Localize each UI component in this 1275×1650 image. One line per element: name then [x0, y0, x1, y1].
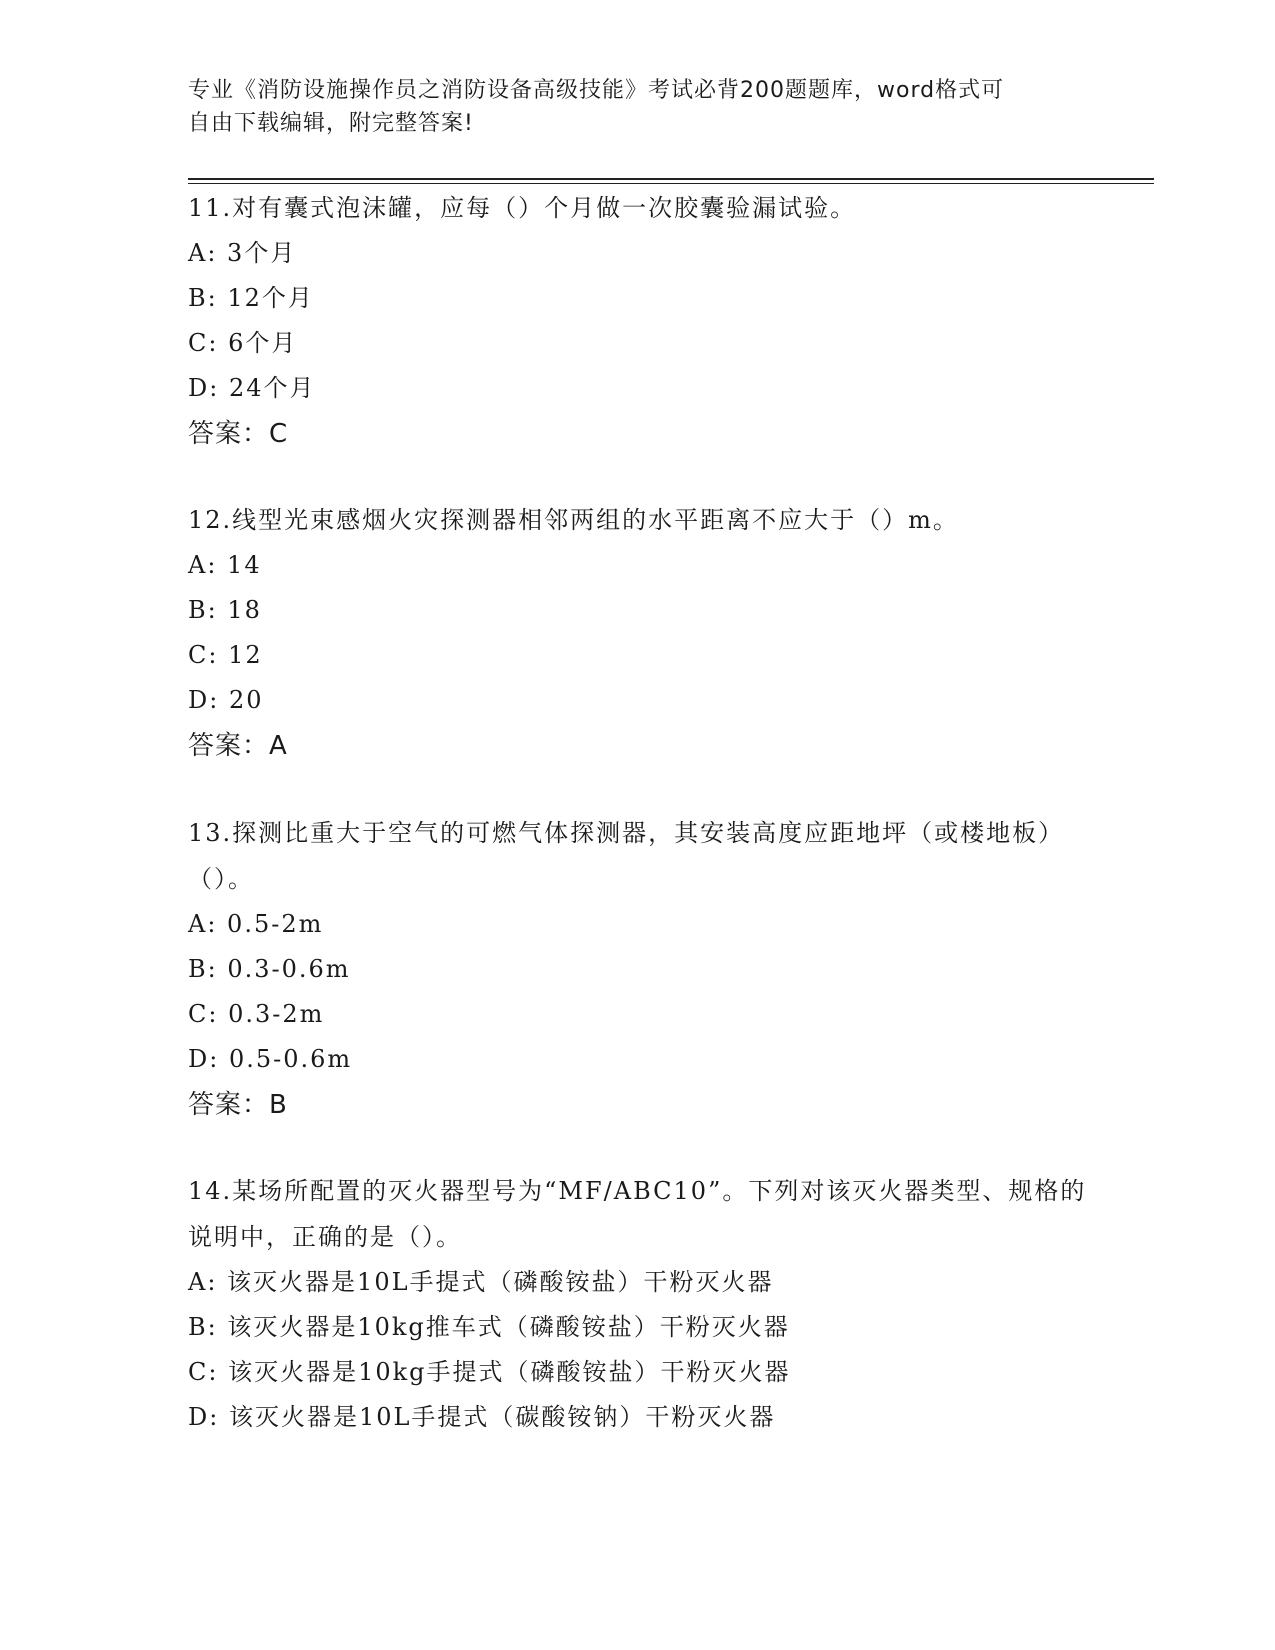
header-divider-thin: [188, 183, 1154, 184]
answer: 答案：C: [188, 419, 289, 449]
document-header: [188, 74, 1088, 140]
option-a: A: 3个月: [188, 239, 297, 267]
option-b: B: 0.3-0.6m: [188, 955, 351, 983]
option-d: D: 20: [188, 686, 264, 714]
option-d: D: 该灭火器是10L手提式（碳酸铵钠）干粉灭火器: [188, 1403, 776, 1431]
question-13: [188, 810, 1088, 1128]
question-stem: 12.线型光束感烟火灾探测器相邻两组的水平距离不应大于（）m。: [188, 506, 959, 534]
header-line-1: 专业《消防设施操作员之消防设备高级技能》考试必背200题题库，word格式可: [188, 78, 1005, 103]
question-14: [188, 1168, 1088, 1440]
question-11: [188, 186, 1088, 457]
question-stem: 11.对有囊式泡沫罐，应每（）个月做一次胶囊验漏试验。: [188, 194, 857, 222]
option-d: D: 24个月: [188, 374, 316, 402]
option-c: C: 6个月: [188, 329, 298, 357]
option-c: C: 0.3-2m: [188, 1000, 325, 1028]
option-b: B: 12个月: [188, 284, 314, 312]
answer: 答案：B: [188, 1090, 288, 1120]
option-b: B: 18: [188, 596, 262, 624]
option-b: B: 该灭火器是10kg推车式（磷酸铵盐）干粉灭火器: [188, 1313, 790, 1341]
question-stem: 13.探测比重大于空气的可燃气体探测器，其安装高度应距地坪（或楼地板）（）。: [188, 819, 1065, 893]
option-c: C: 12: [188, 641, 263, 669]
header-line-2: 自由下载编辑，附完整答案!: [188, 111, 474, 136]
question-stem: 14.某场所配置的灭火器型号为“MF/ABC10”。下列对该灭火器类型、规格的说明中，正确的是（）。: [188, 1177, 1087, 1251]
answer: 答案：A: [188, 731, 288, 761]
question-12: [188, 498, 1088, 769]
header-divider-thick: [188, 178, 1154, 180]
option-c: C: 该灭火器是10kg手提式（磷酸铵盐）干粉灭火器: [188, 1358, 791, 1386]
option-a: A: 0.5-2m: [188, 910, 324, 938]
option-d: D: 0.5-0.6m: [188, 1045, 353, 1073]
option-a: A: 该灭火器是10L手提式（磷酸铵盐）干粉灭火器: [188, 1268, 774, 1296]
option-a: A: 14: [188, 551, 262, 579]
